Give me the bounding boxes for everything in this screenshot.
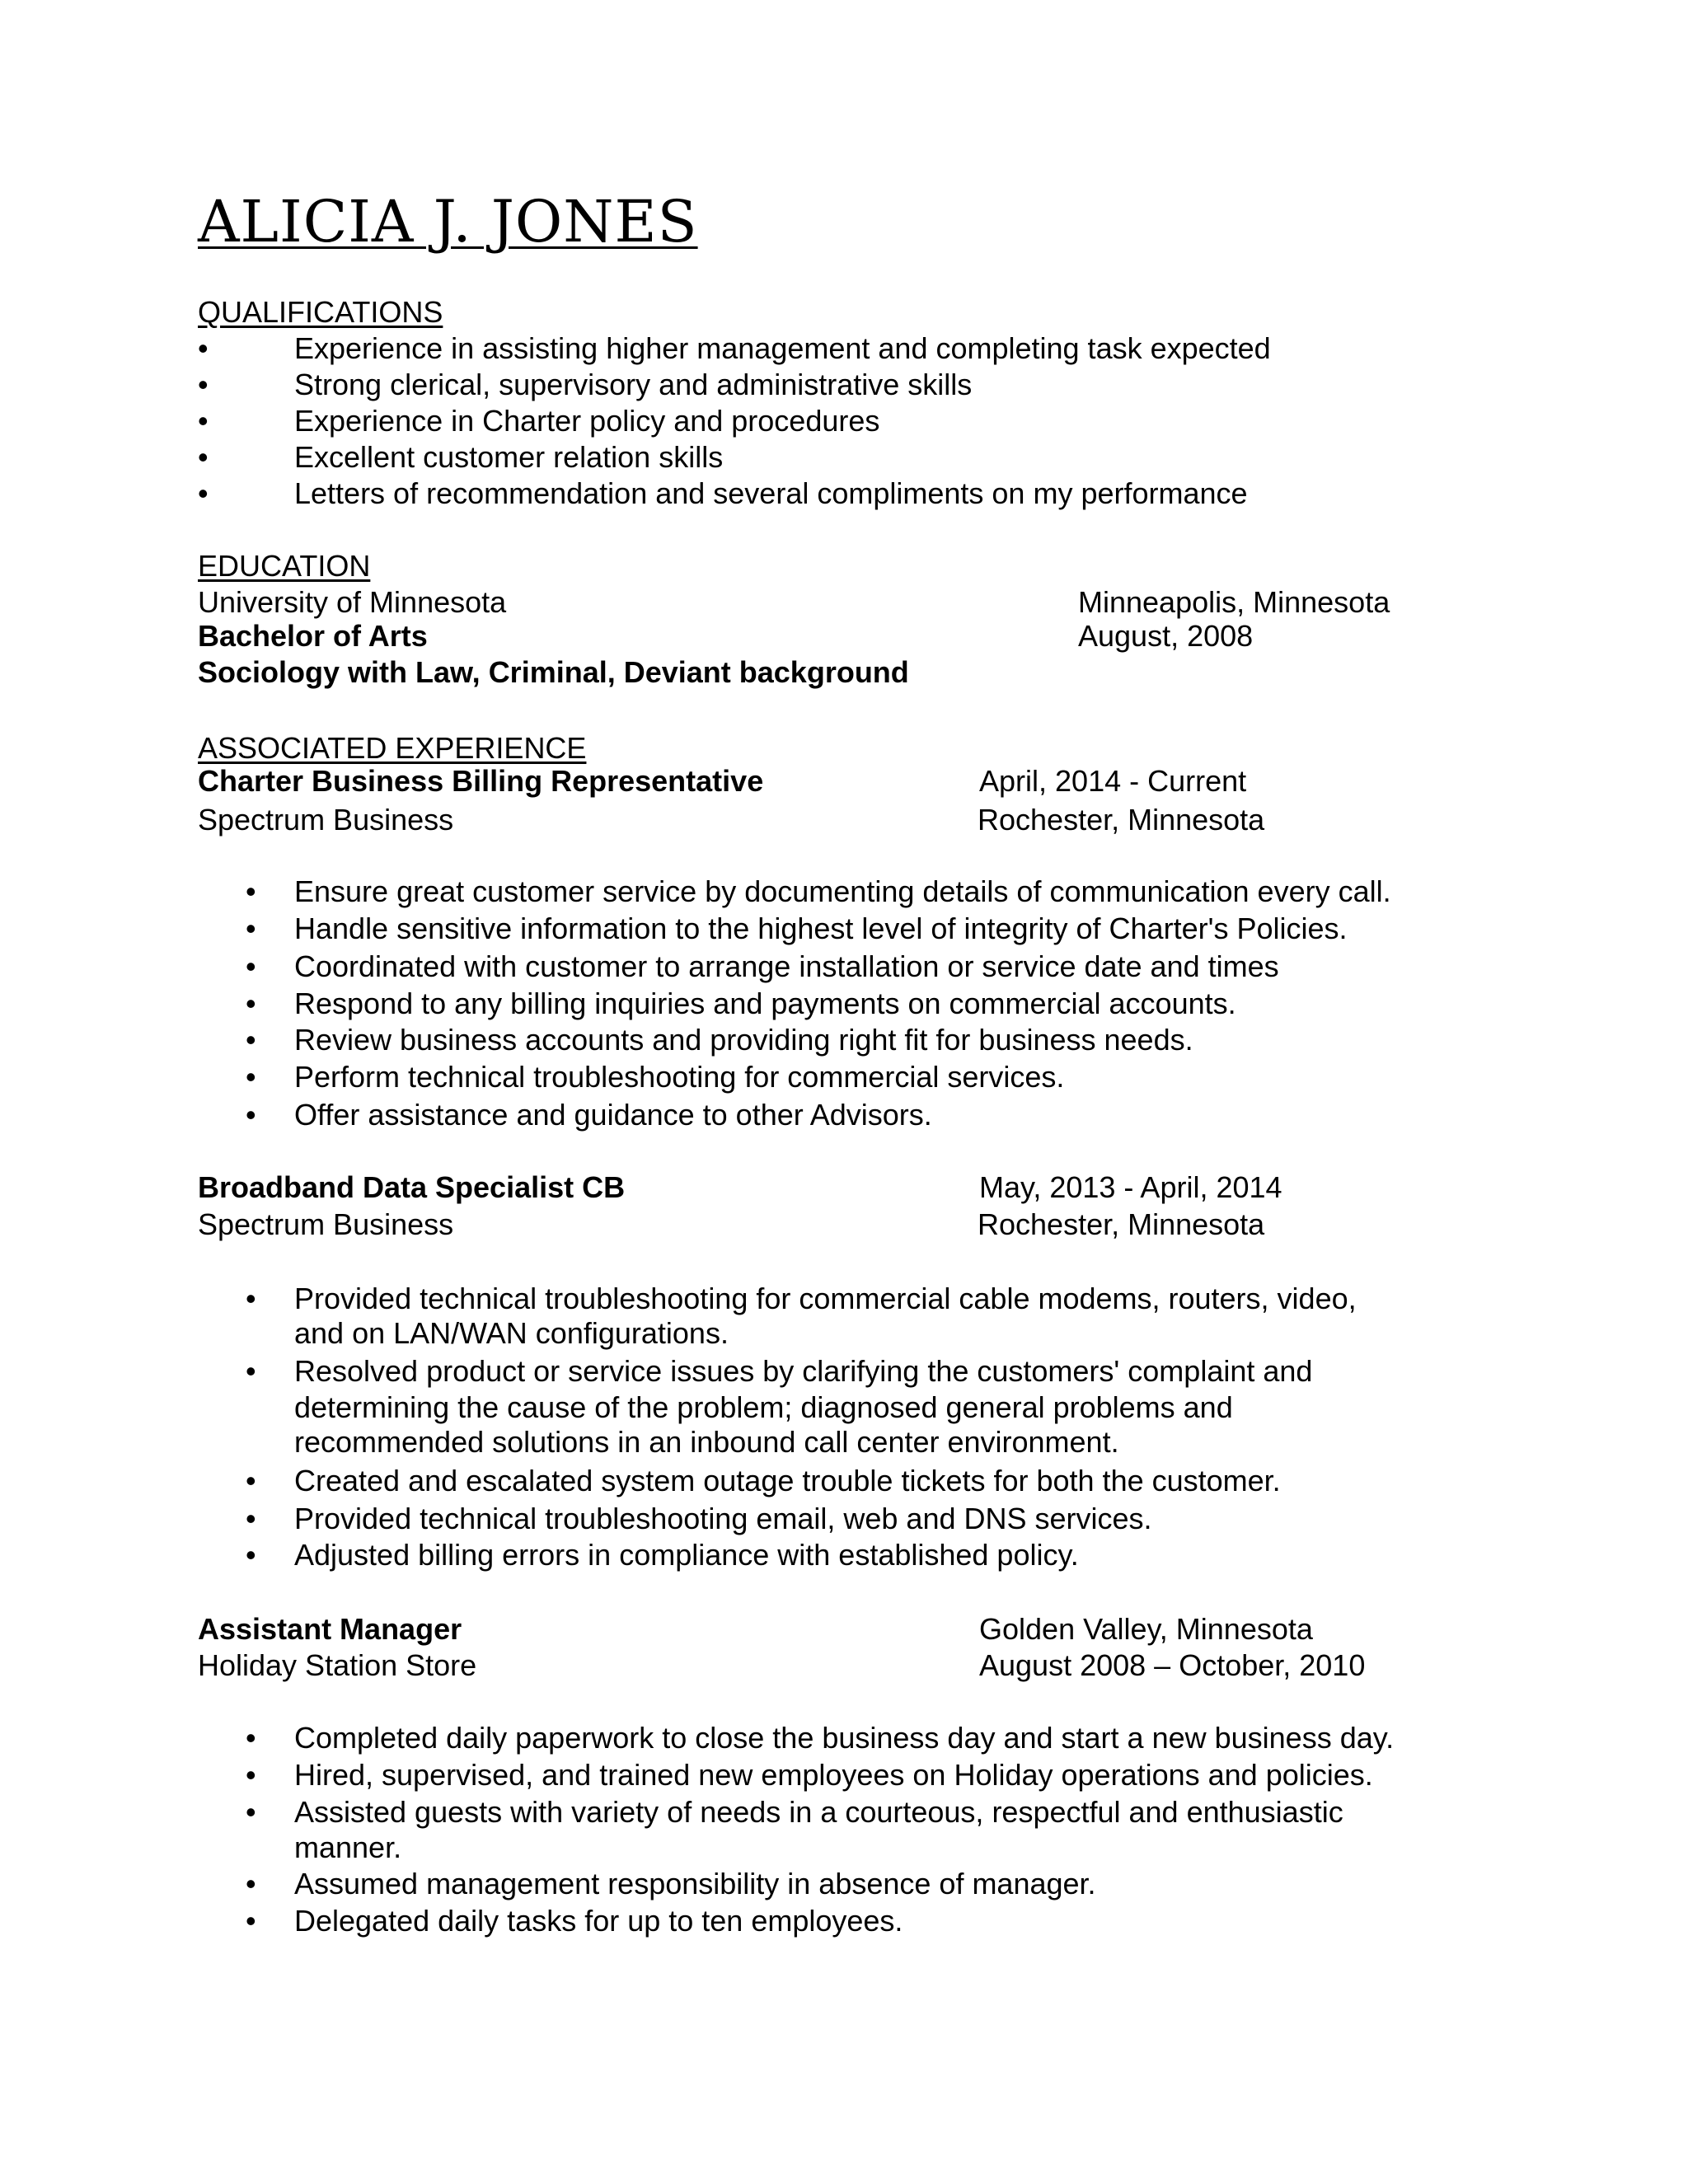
job-dates: August 2008 – October, 2010: [979, 1648, 1366, 1682]
bullet-icon: •: [246, 1538, 256, 1572]
list-item: Adjusted billing errors in compliance with established policy.: [294, 1538, 1079, 1572]
resume-name: ALICIA J. JONES: [198, 188, 698, 255]
list-item: Provided technical troubleshooting email, web and DNS services.: [294, 1502, 1152, 1535]
bullet-icon: •: [198, 331, 209, 365]
experience-heading: ASSOCIATED EXPERIENCE: [198, 731, 587, 765]
bullet-icon: •: [246, 1502, 256, 1535]
list-item: Respond to any billing inquiries and payments on commercial accounts.: [294, 987, 1236, 1020]
school-name: University of Minnesota: [198, 585, 507, 619]
major: Sociology with Law, Criminal, Deviant background: [198, 655, 909, 689]
education-heading: EDUCATION: [198, 549, 371, 583]
job-dates: April, 2014 - Current: [979, 764, 1247, 798]
list-item: Review business accounts and providing right fit for business needs.: [294, 1023, 1193, 1057]
list-item-continuation: and on LAN/WAN configurations.: [294, 1316, 729, 1350]
list-item: Perform technical troubleshooting for commercial services.: [294, 1060, 1065, 1094]
bullet-icon: •: [198, 476, 209, 510]
job-location: Golden Valley, Minnesota: [979, 1612, 1313, 1646]
list-item: Letters of recommendation and several compliments on my performance: [294, 476, 1248, 510]
list-item: Experience in assisting higher management and completing task expected: [294, 331, 1271, 365]
bullet-icon: •: [246, 912, 256, 945]
bullet-icon: •: [246, 1795, 256, 1829]
list-item-continuation: determining the cause of the problem; diagnosed general problems and: [294, 1390, 1233, 1424]
job-title: Charter Business Billing Representative: [198, 764, 764, 798]
bullet-icon: •: [246, 1098, 256, 1132]
job-dates: May, 2013 - April, 2014: [979, 1170, 1282, 1204]
bullet-icon: •: [246, 1354, 256, 1388]
bullet-icon: •: [246, 1721, 256, 1755]
bullet-icon: •: [198, 404, 209, 438]
bullet-icon: •: [246, 1060, 256, 1094]
list-item: Strong clerical, supervisory and administrative skills: [294, 368, 973, 401]
graduation-date: August, 2008: [1078, 619, 1254, 653]
list-item: Excellent customer relation skills: [294, 440, 724, 474]
bullet-icon: •: [246, 1758, 256, 1792]
list-item: Hired, supervised, and trained new employees on Holiday operations and policies.: [294, 1758, 1373, 1792]
qualifications-heading: QUALIFICATIONS: [198, 295, 443, 329]
bullet-icon: •: [246, 1904, 256, 1938]
list-item: Coordinated with customer to arrange installation or service date and times: [294, 949, 1279, 983]
bullet-icon: •: [198, 368, 209, 401]
bullet-icon: •: [246, 1867, 256, 1900]
bullet-icon: •: [198, 440, 209, 474]
job-location: Rochester, Minnesota: [978, 1207, 1265, 1241]
school-location: Minneapolis, Minnesota: [1078, 585, 1390, 619]
bullet-icon: •: [246, 874, 256, 908]
list-item: Created and escalated system outage trouble tickets for both the customer.: [294, 1464, 1281, 1497]
list-item: Assumed management responsibility in absence of manager.: [294, 1867, 1096, 1900]
list-item-continuation: recommended solutions in an inbound call center environment.: [294, 1425, 1119, 1459]
company-name: Holiday Station Store: [198, 1648, 477, 1682]
company-name: Spectrum Business: [198, 803, 454, 837]
list-item: Ensure great customer service by documenting details of communication every call.: [294, 874, 1391, 908]
list-item-continuation: manner.: [294, 1830, 402, 1864]
list-item: Completed daily paperwork to close the business day and start a new business day.: [294, 1721, 1395, 1755]
bullet-icon: •: [246, 987, 256, 1020]
list-item: Provided technical troubleshooting for commercial cable modems, routers, video,: [294, 1282, 1357, 1315]
job-title: Broadband Data Specialist CB: [198, 1170, 626, 1204]
list-item: Handle sensitive information to the highest level of integrity of Charter's Policies.: [294, 912, 1348, 945]
job-title: Assistant Manager: [198, 1612, 462, 1646]
list-item: Offer assistance and guidance to other Advisors.: [294, 1098, 932, 1132]
list-item: Delegated daily tasks for up to ten employees.: [294, 1904, 903, 1938]
degree: Bachelor of Arts: [198, 619, 428, 653]
bullet-icon: •: [246, 1023, 256, 1057]
list-item: Experience in Charter policy and procedures: [294, 404, 880, 438]
bullet-icon: •: [246, 1464, 256, 1497]
bullet-icon: •: [246, 949, 256, 983]
list-item: Resolved product or service issues by clarifying the customers' complaint and: [294, 1354, 1313, 1388]
job-location: Rochester, Minnesota: [978, 803, 1265, 837]
company-name: Spectrum Business: [198, 1207, 454, 1241]
list-item: Assisted guests with variety of needs in a courteous, respectful and enthusiastic: [294, 1795, 1343, 1829]
bullet-icon: •: [246, 1282, 256, 1315]
